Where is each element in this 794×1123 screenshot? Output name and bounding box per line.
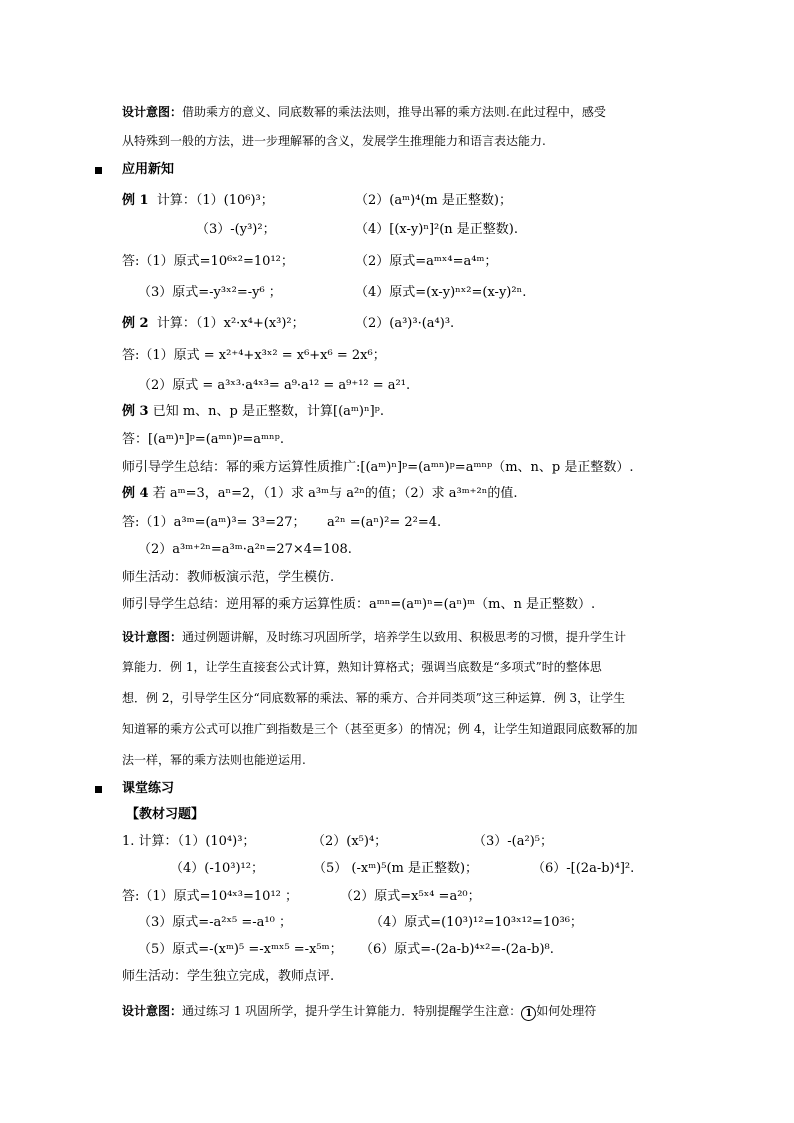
design-text: 借助乘方的意义、同底数幂的乘法法则，推导出幂的乘方法则.在此过程中，感受 — [182, 105, 606, 119]
design-label: 设计意图： — [122, 1004, 183, 1018]
design-intent-2-line3: 想．例 2，引导学生区分“同底数幂的乘法、幂的乘方、合并同类项”这三种运算．例 3，让学生 — [122, 691, 626, 705]
design-intent-2 — [122, 629, 626, 645]
textbook-exercises-heading: 【教材习题】 — [126, 807, 205, 822]
example-2-a1: 答:（1）原式 = x²⁺⁴+x³ˣ² = x⁶+x⁶ = 2x⁶； — [122, 348, 386, 363]
summary-2: 师引导学生总结：逆用幂的乘方运算性质：aᵐⁿ=(aᵐ)ⁿ=(aⁿ)ᵐ（m、n 是正整数）. — [122, 597, 596, 612]
exercise-1-q3: （3）-(a²)⁵； — [473, 834, 553, 849]
example-1-a2: （2）原式=aᵐˣ⁴=a⁴ᵐ； — [355, 254, 498, 269]
design-text-tail: 如何处理符 — [536, 1004, 597, 1018]
design-intent-3 — [122, 1003, 596, 1021]
design-label: 设计意图： — [122, 105, 183, 119]
example-4-line — [122, 486, 518, 502]
design-text: 通过练习 1 巩固所学，提升学生计算能力．特别提醒学生注意： — [182, 1004, 522, 1018]
exercise-1-a1: 答:（1）原式=10⁴ˣ³=10¹² ； — [122, 889, 299, 904]
section-bullet-square — [95, 786, 102, 793]
exercise-1-q1: （1）(10⁴)³； — [177, 834, 256, 849]
exercise-1-q5: （5） (-xᵐ)⁵(m 是正整数)； — [313, 861, 479, 876]
example-1-label: 例 1 — [122, 193, 149, 208]
design-intent-2-line2: 算能力．例 1，让学生直接套公式计算，熟知计算格式；强调当底数是“多项式”时的整体思 — [122, 660, 602, 674]
exercise-1-a6: （6）原式=-(2a-b)⁴ˣ²=-(2a-b)⁸. — [360, 942, 554, 957]
design-intent-2-line5: 法一样，幂的乘方法则也能逆运用. — [122, 753, 306, 767]
example-3-line — [122, 404, 384, 420]
exercise-1-q4: （4）(-10³)¹²； — [170, 861, 264, 876]
design-intent-1-line2: 从特殊到一般的方法，进一步理解幂的含义，发展学生推理能力和语言表达能力. — [122, 134, 546, 148]
design-intent-1 — [122, 104, 606, 120]
example-2-q1: （1）x²·x⁴+(x³)²； — [195, 316, 305, 331]
example-1-lead: 计算： — [156, 193, 196, 208]
activity-1: 师生活动：教师板演示范，学生模仿. — [122, 570, 335, 585]
example-4-a1b: a²ⁿ =(aⁿ)²= 2²=4. — [327, 515, 442, 530]
design-intent-2-line4: 知道幂的乘方公式可以推广到指数是三个（甚至更多）的情况；例 4，让学生知道跟同底数幂的加 — [122, 722, 638, 736]
section-title-practice: 课堂练习 — [122, 781, 175, 796]
example-2-label-line — [122, 316, 305, 332]
example-3-answer: 答：[(aᵐ)ⁿ]ᵖ=(aᵐⁿ)ᵖ=aᵐⁿᵖ. — [122, 432, 284, 447]
example-2-lead: 计算： — [156, 316, 196, 331]
exercise-1-a5: （5）原式=-(xᵐ)⁵ =-xᵐˣ⁵ =-x⁵ᵐ； — [138, 942, 343, 957]
section-title-apply: 应用新知 — [122, 162, 175, 177]
exercise-1-line1 — [122, 834, 255, 850]
exercise-1-a4: （4）原式=(10³)¹²=10³ˣ¹²=10³⁶； — [370, 915, 583, 930]
example-1-q3: （3）-(y³)²； — [196, 222, 276, 237]
example-2-q2: （2）(a³)³·(a⁴)³. — [355, 316, 455, 331]
example-4-a2: （2）a³ᵐ⁺²ⁿ=a³ᵐ·a²ⁿ=27×4=108. — [138, 542, 352, 557]
example-4-a1: 答:（1）a³ᵐ=(aᵐ)³= 3³=27； — [122, 515, 306, 530]
example-3-summary: 师引导学生总结：幂的乘方运算性质推广:[(aᵐ)ⁿ]ᵖ=(aᵐⁿ)ᵖ=aᵐⁿᵖ（m、n、p 是正整数）. — [122, 460, 634, 475]
activity-2: 师生活动：学生独立完成，教师点评. — [122, 969, 335, 984]
exercise-1-q6: （6）-[(2a-b)⁴]². — [532, 861, 635, 876]
exercise-1-a3: （3）原式=-a²ˣ⁵ =-a¹⁰ ； — [138, 915, 292, 930]
exercise-1-a2: （2）原式=x⁵ˣ⁴ =a²⁰； — [340, 889, 481, 904]
exercise-1-q2: （2）(x⁵)⁴； — [312, 834, 388, 849]
example-4-text: 若 aᵐ=3，aⁿ=2，（1）求 a³ᵐ与 a²ⁿ的值；（2）求 a³ᵐ⁺²ⁿ的值. — [152, 486, 518, 501]
circled-number-one: 1 — [521, 1006, 536, 1021]
example-3-label: 例 3 — [122, 404, 149, 419]
example-2-label: 例 2 — [122, 316, 149, 331]
example-1-a1: 答:（1）原式=10⁶ˣ²=10¹²； — [122, 254, 294, 269]
design-text: 通过例题讲解，及时练习巩固所学，培养学生以致用、积极思考的习惯，提升学生计 — [182, 630, 627, 644]
example-1-q4: （4）[(x-y)ⁿ]²(n 是正整数). — [355, 222, 519, 237]
exercise-1-lead: 1. 计算： — [122, 834, 178, 849]
example-4-label: 例 4 — [122, 486, 149, 501]
section-bullet-square — [95, 167, 102, 174]
example-1-a3: （3）原式=-y³ˣ²=-y⁶ ； — [138, 285, 282, 300]
design-label: 设计意图： — [122, 630, 183, 644]
example-2-a2: （2）原式 = a³ˣ³·a⁴ˣ³= a⁹·a¹² = a⁹⁺¹² = a²¹. — [138, 378, 411, 393]
example-3-text: 已知 m、n、p 是正整数，计算[(aᵐ)ⁿ]ᵖ. — [152, 404, 384, 419]
example-1-q2: （2）(aᵐ)⁴(m 是正整数)； — [355, 193, 512, 208]
example-1-label-line — [122, 193, 274, 209]
example-1-q1: （1）(10⁶)³； — [195, 193, 274, 208]
example-1-a4: （4）原式=(x-y)ⁿˣ²=(x-y)²ⁿ. — [355, 285, 527, 300]
